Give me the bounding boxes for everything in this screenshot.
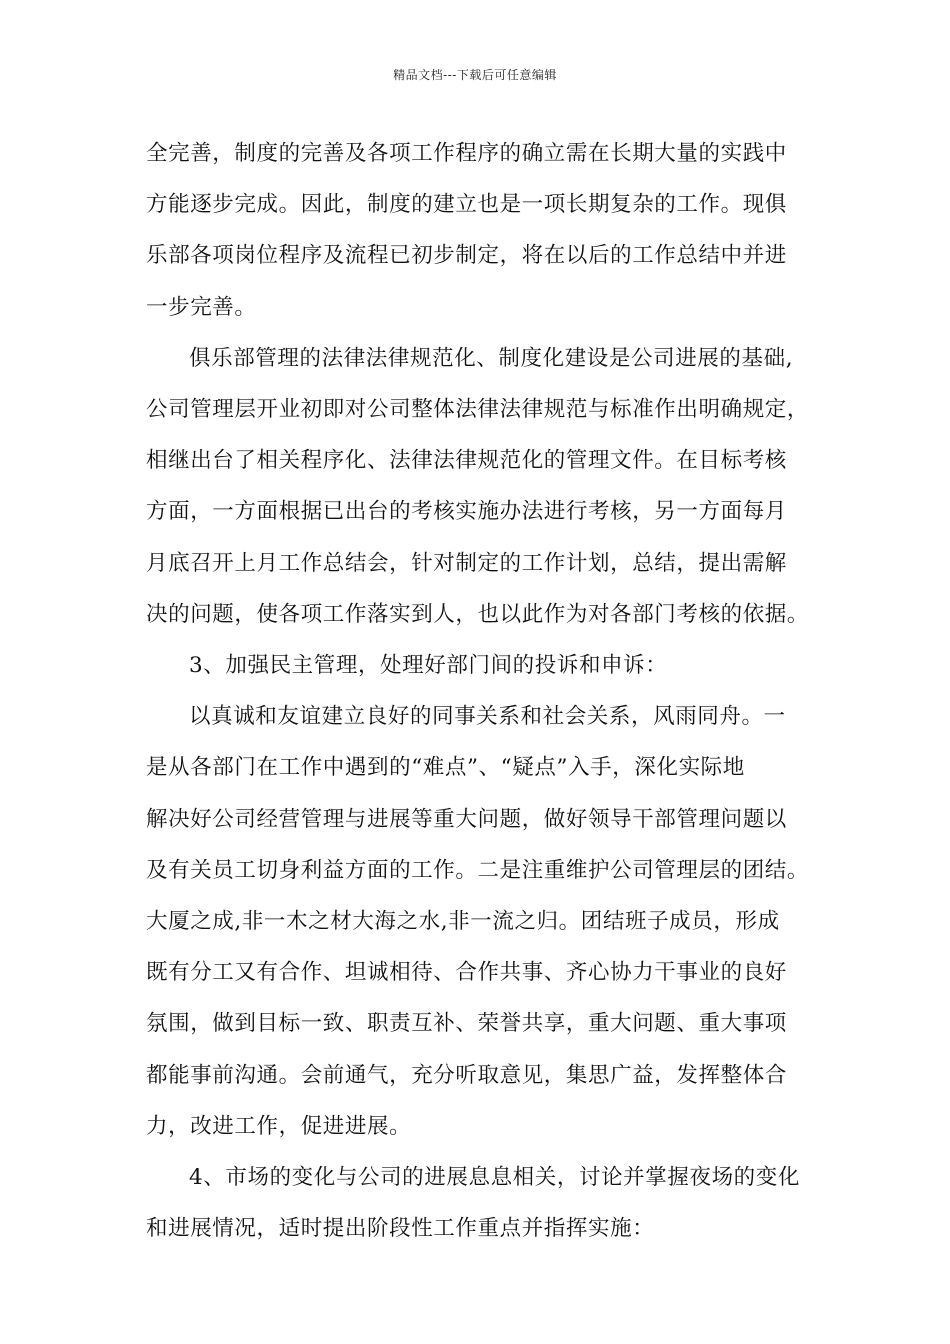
paragraph-5 [146, 1152, 818, 1254]
paragraph-1 [146, 128, 818, 333]
page-header: 精品文档---下载后可任意编辑 [393, 68, 557, 82]
document-body [146, 128, 818, 1254]
text-line: 解决好公司经营管理与进展等重大问题，做好领导干部管理问题以 [146, 806, 787, 832]
text-line: 和进展情况，适时提出阶段性工作重点并指挥实施： [146, 1216, 655, 1242]
text-line: 以真诚和友谊建立良好的同事关系和社会关系，风雨同舟。一 [189, 704, 786, 730]
text-line: 力，改进工作，促进进展。 [146, 1113, 412, 1139]
text-line: 相继出台了相关程序化、法律法律规范化的管理文件。在目标考核 [146, 448, 787, 474]
text-line: 决的问题，使各项工作落实到人，也以此作为对各部门考核的依据。 [146, 601, 810, 627]
text-line: 公司管理层开业初即对公司整体法律法律规范与标准作出明确规定， [146, 397, 810, 423]
paragraph-4 [146, 691, 818, 1152]
text-line: 及有关员工切身利益方面的工作。二是注重维护公司管理层的团结。 [146, 857, 810, 883]
text-line: 3、加强民主管理，处理好部门间的投诉和申诉： [189, 653, 668, 679]
paragraph-2 [146, 333, 818, 640]
text-line: 方面，一方面根据已出台的考核实施办法进行考核，另一方面每月 [146, 499, 787, 525]
text-line: 是从各部门在工作中遇到的“难点”、“疑点”入手，深化实际地 [146, 755, 745, 781]
text-line: 月底召开上月工作总结会，针对制定的工作计划，总结，提出需解 [146, 550, 787, 576]
text-line: 全完善，制度的完善及各项工作程序的确立需在长期大量的实践中 [146, 141, 787, 166]
text-line: 大厦之成,非一木之材大海之水,非一流之归。团结班子成员，形成 [146, 909, 780, 935]
text-line: 既有分工又有合作、坦诚相待、合作共事、齐心协力干事业的良好 [146, 960, 787, 986]
text-line: 俱乐部管理的法律法律规范化、制度化建设是公司进展的基础, [189, 345, 794, 371]
paragraph-3-heading [146, 640, 818, 691]
text-line: 4、市场的变化与公司的进展息息相关，讨论并掌握夜场的变化 [189, 1165, 800, 1191]
text-line: 乐部各项岗位程序及流程已初步制定，将在以后的工作总结中并进 [146, 243, 787, 269]
text-line: 都能事前沟通。会前通气，充分听取意见，集思广益，发挥整体合 [146, 1062, 787, 1088]
text-line: 氛围，做到目标一致、职责互补、荣誉共享，重大问题、重大事项 [146, 1011, 787, 1037]
text-line: 方能逐步完成。因此，制度的建立也是一项长期复杂的工作。现俱 [146, 192, 787, 218]
text-line: 一步完善。 [146, 294, 257, 320]
